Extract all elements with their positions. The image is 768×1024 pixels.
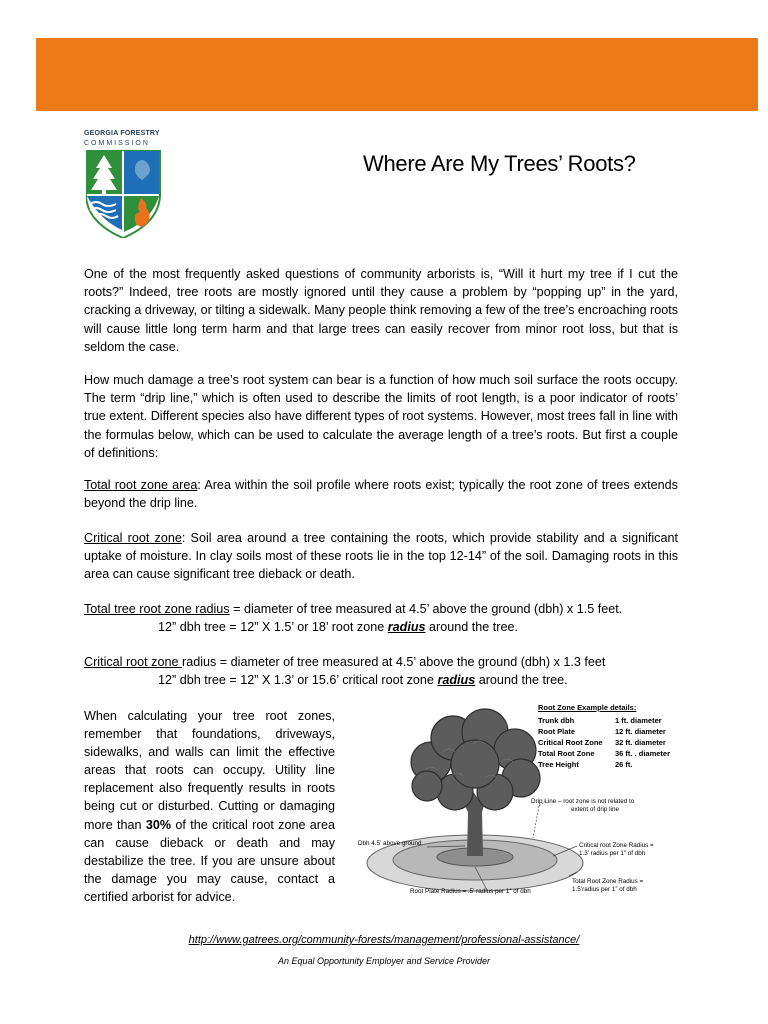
details-value: 1 ft. diameter: [615, 716, 662, 725]
advice-percent: 30%: [145, 817, 172, 832]
formula-term: Total tree root zone radius: [84, 602, 230, 616]
definition-text: : Area within the soil profile where roots exist; typically the root zone of trees extends beyond the drip line.: [84, 478, 678, 511]
formula-text: radius = diameter of tree measured at 4.5’ above the ground (dbh) x 1.3 feet: [182, 655, 606, 669]
formula-example-total: [158, 618, 518, 636]
radius-emphasis: radius: [387, 620, 426, 634]
root-plate-annotation: Root Plate Radius = .5’ radius per 1” of dbh: [410, 888, 531, 895]
radius-emphasis: radius: [437, 673, 476, 687]
advice-text: of the critical root zone area can cause dieback or death and may destabilize the tree. If you are unsure about the damage you may cause, contact a certified arborist for advice.: [84, 817, 336, 904]
critical-radius-annotation: 1.3’ radius per 1” of dbh: [579, 850, 646, 857]
details-label: Critical Root Zone: [538, 738, 603, 747]
example-text: 12” dbh tree = 12” X 1.3’ or 15.6’ critical root zone: [158, 673, 438, 687]
drip-line-paragraph: How much damage a tree’s root system can bear is a function of how much soil surface the roots occupy. The term “drip line,” which is often used to describe the limits of root length, is a poor indicator of roots’ true extent. Different species also have different types of root systems. However, most trees fall in line with the formulas below, which can be used to calculate the average length of a tree’s roots. But first a couple of definitions:: [84, 373, 678, 460]
details-label: Total Root Zone: [538, 749, 595, 758]
formula-critical-root-zone: [84, 653, 605, 671]
details-value: 36 ft. . diameter: [615, 749, 671, 758]
formula-term: Critical root zone: [84, 655, 182, 669]
formula-example-critical: [158, 671, 568, 689]
term-critical-root-zone: Critical root zone: [84, 531, 182, 545]
dbh-annotation: Dbh 4.5’ above ground: [358, 840, 422, 847]
definition-total-root-zone: [84, 476, 678, 512]
header-band: [36, 38, 758, 111]
advice-text: When calculating your tree root zones, remember that foundations, driveways, sidewalks, and walls can limit the effective areas that roots can occupy. Utility line replacement also frequently results in roots being cut or disturbed. Cutting or damaging more than: [84, 709, 335, 832]
total-radius-annotation: Total Root Zone Radius =: [572, 878, 644, 885]
definition-critical-root-zone: [84, 529, 678, 584]
definition-text: : Soil area around a tree containing the roots, which provide stability and a significant uptake of moisture. In clay soils most of these roots lie in the top 12-14” of the soil. Damaging roots in this area can cause significant tree dieback or death.: [84, 531, 678, 582]
critical-radius-annotation: Critical root Zone Radius =: [579, 842, 654, 849]
details-value: 32 ft. diameter: [615, 738, 666, 747]
page-title: Where Are My Trees’ Roots?: [363, 151, 636, 176]
intro-paragraph: One of the most frequently asked questions of community arborists is, “Will it hurt my tree if I cut the roots?” Indeed, tree roots are mostly ignored until they cause a problem by “popping up” in the yard, cracking a driveway, or tilting a sidewalk. Many people think removing a few of the tree’s encroaching roots will cause little long term harm and that large trees can easily recover from minor root loss, but that is seldom the case.: [84, 267, 678, 354]
formula-total-root-zone: [84, 600, 622, 618]
logo-text-line2: COMMISSION: [84, 140, 150, 147]
footer-tagline: An Equal Opportunity Employer and Service Provider: [277, 956, 491, 966]
details-label: Root Plate: [538, 727, 576, 736]
details-value: 26 ft.: [615, 760, 633, 769]
shield-icon: [86, 150, 162, 238]
drip-line-annotation: extent of drip line: [571, 806, 619, 813]
drip-line-annotation: Drip Line – root zone is not related to: [531, 798, 635, 805]
total-radius-annotation: 1.5’radius per 1” of dbh: [572, 886, 637, 893]
details-label: Tree Height: [538, 760, 579, 769]
logo-text-line1: GEORGIA FORESTRY: [84, 130, 160, 137]
root-zone-details-title: Root Zone Example details:: [538, 703, 637, 712]
root-zone-advice-paragraph: [84, 707, 335, 906]
georgia-forestry-logo: [84, 130, 164, 240]
example-text: around the tree.: [425, 620, 518, 634]
formula-text: = diameter of tree measured at 4.5’ above the ground (dbh) x 1.5 feet.: [229, 602, 623, 616]
term-total-root-zone: Total root zone area: [84, 478, 198, 492]
details-value: 12 ft. diameter: [615, 727, 666, 736]
gatrees-link[interactable]: http://www.gatrees.org/community-forests/management/professional-assistance/: [188, 934, 580, 946]
tree-canopy: [411, 709, 540, 810]
example-text: 12” dbh tree = 12” X 1.5’ or 18’ root zone: [158, 620, 388, 634]
details-label: Trunk dbh: [538, 716, 575, 725]
example-text: around the tree.: [475, 673, 568, 687]
